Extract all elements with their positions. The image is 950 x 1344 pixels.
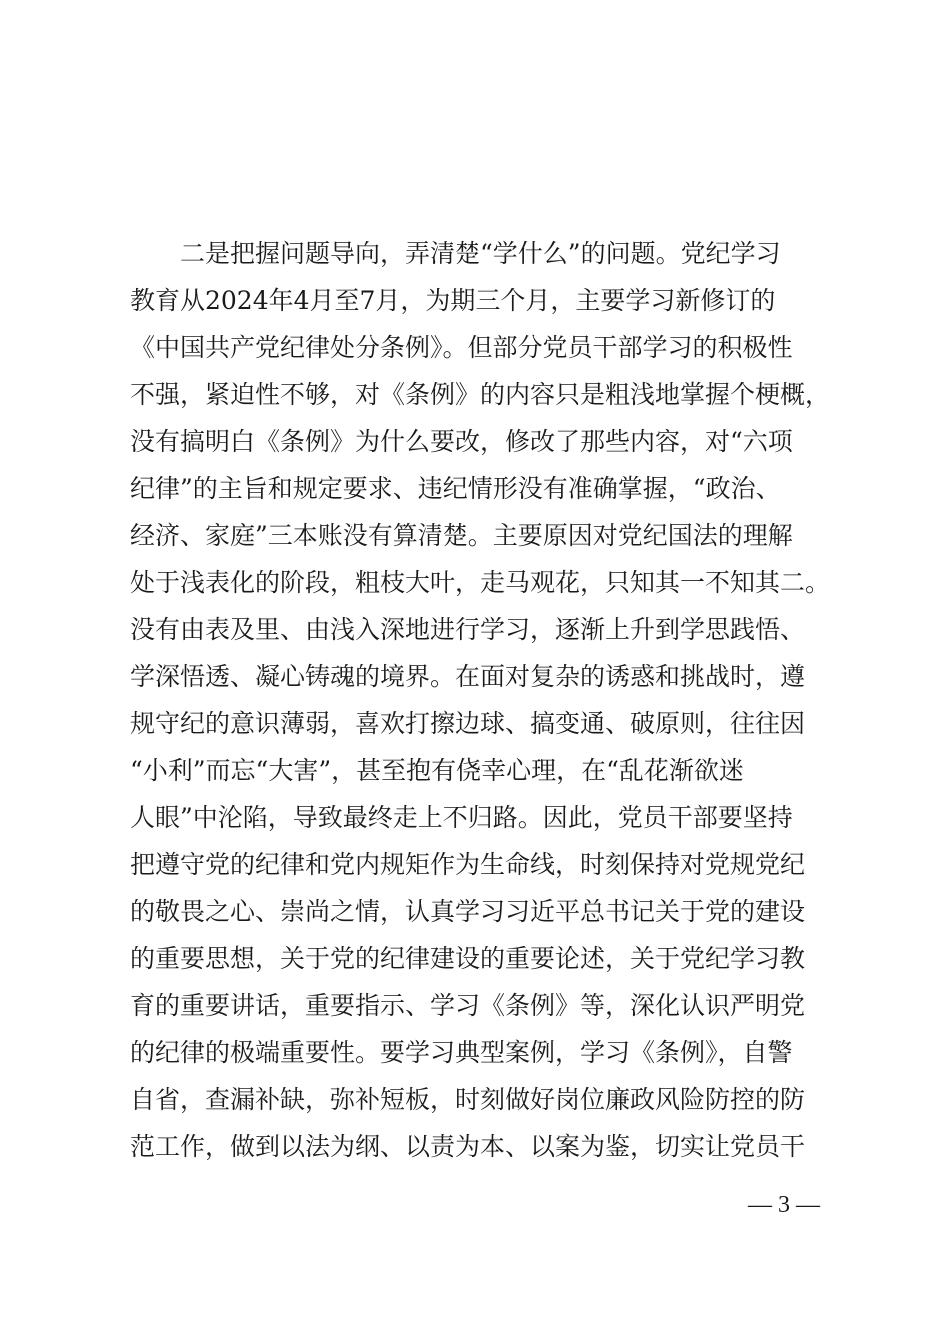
text-line: 教育从2024年4月至7月，为期三个月，主要学习新修订的 [130,286,776,315]
text-line: 处于浅表化的阶段，粗枝大叶，走马观花，只知其一不知其二。 [130,568,831,597]
text-line: 不强，紧迫性不够，对《条例》的内容只是粗浅地掌握个梗概， [130,380,831,409]
text-line: 《中国共产党纪律处分条例》。但部分党员干部学习的积极性 [130,333,793,362]
text-line: 经济、家庭”三本账没有算清楚。主要原因对党纪国法的理解 [130,521,793,550]
text-line: 自省，查漏补缺，弥补短板，时刻做好岗位廉政风险防控的防 [130,1085,806,1114]
text-line: 学深悟透、凝心铸魂的境界。在面对复杂的诱惑和挑战时，遵 [130,662,806,691]
text-line: 把遵守党的纪律和党内规矩作为生命线，时刻保持对党规党纪 [130,850,806,879]
text-line: 二是把握问题导向，弄清楚“学什么”的问题。党纪学习 [130,239,781,268]
text-line: 规守纪的意识薄弱，喜欢打擦边球、搞变通、破原则，往往因 [130,709,806,738]
text-line: 人眼”中沦陷，导致最终走上不归路。因此，党员干部要坚持 [130,803,793,832]
body-paragraph [130,230,831,1170]
text-line: 纪律”的主旨和规定要求、违纪情形没有准确掌握，“政治、 [130,474,781,503]
page-number: — 3 — [748,1192,820,1218]
text-line: 范工作，做到以法为纲、以责为本、以案为鉴，切实让党员干 [130,1132,806,1161]
text-line: “小利”而忘“大害”，甚至抱有侥幸心理，在“乱花渐欲迷 [130,756,744,785]
text-line: 没有由表及里、由浅入深地进行学习，逐渐上升到学思践悟、 [130,615,806,644]
text-line: 的纪律的极端重要性。要学习典型案例，学习《条例》，自警 [130,1038,793,1067]
text-line: 的敬畏之心、崇尚之情，认真学习习近平总书记关于党的建设 [130,897,806,926]
text-line: 的重要思想，关于党的纪律建设的重要论述，关于党纪学习教 [130,944,806,973]
text-line: 没有搞明白《条例》为什么要改，修改了那些内容，对“六项 [130,427,793,456]
text-line: 育的重要讲话，重要指示、学习《条例》等，深化认识严明党 [130,991,806,1020]
